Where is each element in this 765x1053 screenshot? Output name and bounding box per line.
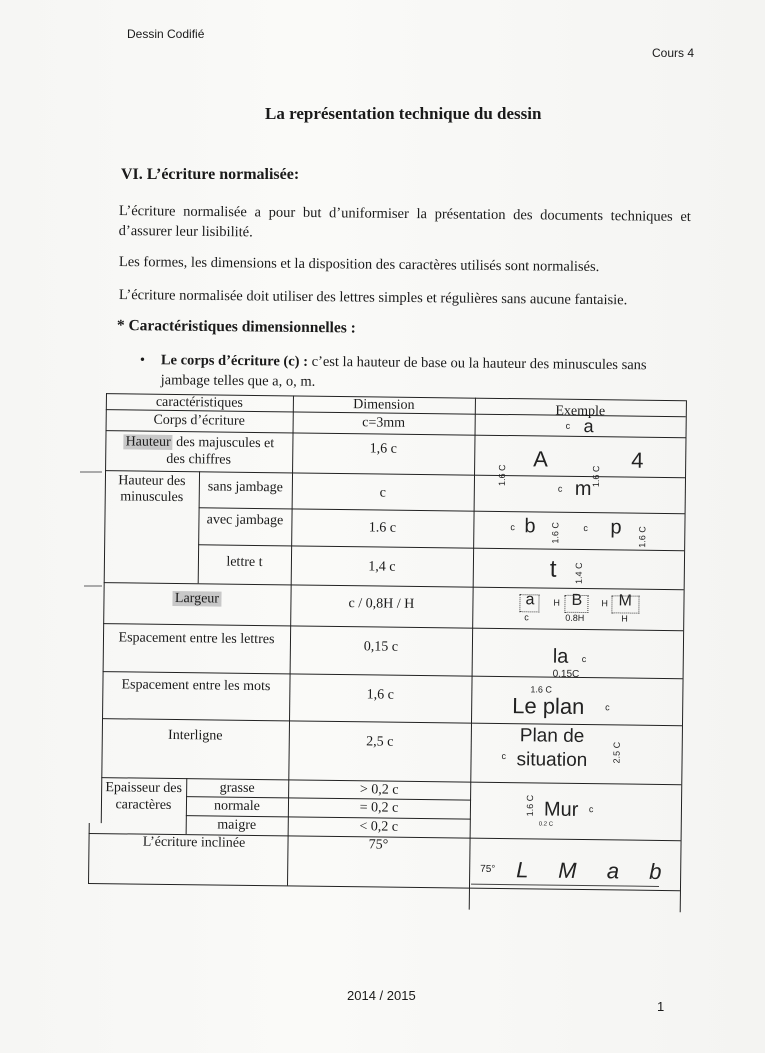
course-number: Cours 4 <box>652 46 695 60</box>
row-avec-jambage-label: avec jambage <box>206 512 284 529</box>
row-sans-jambage-value: c <box>379 485 387 501</box>
dim-1-6c: 1.6 C <box>496 464 508 487</box>
example-espacement-mots: Le plan <box>512 693 585 720</box>
example-t: t <box>549 555 557 583</box>
row-hauteur-min-label: Hauteur des minuscules <box>118 473 186 506</box>
example-b: b <box>524 515 536 538</box>
dim-0-15c: 0.15C <box>552 668 580 680</box>
page-title: La représentation technique du dessin <box>265 104 542 123</box>
example-epaisseur: Mur <box>543 798 579 821</box>
school-year: 2014 / 2015 <box>347 988 416 1003</box>
row-inclinee-value: 75° <box>368 837 389 853</box>
example-largeur-a: a <box>525 591 535 609</box>
dim-1-6c: 1.6 C <box>524 794 536 817</box>
row-largeur-value: c / 0,8H / H <box>348 596 415 612</box>
dim-c: c <box>524 612 529 623</box>
row-interligne-value: 2,5 c <box>366 734 394 750</box>
dim-c: c <box>605 702 610 713</box>
highlight: Hauteur <box>125 434 171 450</box>
row-line <box>102 718 682 726</box>
dim-c: c <box>565 420 571 431</box>
dim-c: c <box>510 522 515 533</box>
row-corps-label: Corps d’écriture <box>153 412 245 429</box>
dim-1-6c: 1.6 C <box>637 526 648 548</box>
row-epaisseur-label: Epaisseur des caractères <box>105 780 183 813</box>
header-example: Exemple <box>555 403 606 420</box>
dim-1-4c: 1.4 C <box>573 562 584 584</box>
row-avec-jambage-value: 1.6 c <box>368 520 397 536</box>
bullet-term: Le corps d’écriture (c) : <box>160 352 309 370</box>
row-lettre-t-label: lettre t <box>226 554 263 571</box>
dim-0-8h: 0.8H <box>565 612 585 624</box>
row-line <box>104 582 684 590</box>
dim-1-6c: 1.6 C <box>530 684 552 695</box>
row-esp-mots-value: 1,6 c <box>366 687 395 703</box>
dim-h: H <box>601 598 609 609</box>
example-sans-jambage: m <box>574 477 592 501</box>
header-characteristics: caractéristiques <box>155 394 244 411</box>
dim-h: H <box>621 613 628 624</box>
bullet-dot: • <box>139 351 146 369</box>
dimension-box <box>519 594 539 612</box>
paragraph-forms: Les formes, les dimensions et la disposition des caractères utilisés sont normalisés. <box>118 253 600 276</box>
bullet-item <box>140 350 690 396</box>
row-maigre-value: < 0,2 c <box>359 819 399 835</box>
dim-2-5c: 2.5 C <box>611 741 622 764</box>
row-line <box>198 544 684 551</box>
dim-c: c <box>581 653 587 665</box>
row-normale-value: = 0,2 c <box>359 800 399 816</box>
paragraph-purpose: L’écriture normalisée a pour but d’uniformiser la présentation des documents techniques et d’assurer leur lisibilité. <box>118 202 691 241</box>
row-grasse-label: grasse <box>219 780 255 796</box>
row-esp-lettres-label: Espacement entre les lettres <box>118 630 275 648</box>
row-normale-label: normale <box>213 798 260 815</box>
paragraph-letters: L’écriture normalisée doit utiliser des lettres simples et régulières sans aucune fantaisie. <box>118 286 628 309</box>
row-lettre-t-value: 1,4 c <box>368 559 396 575</box>
row-corps-value: c=3mm <box>362 415 406 431</box>
example-inclinee-angle: 75° <box>480 863 496 875</box>
row-inclinee-label: L’écriture inclinée <box>142 834 246 851</box>
row-sans-jambage-label: sans jambage <box>207 479 283 496</box>
header-dimension: Dimension <box>353 397 415 413</box>
example-largeur-b: B <box>571 591 583 609</box>
row-hauteur-maj-label2: des chiffres <box>166 451 232 468</box>
dimension-box <box>611 595 639 613</box>
dim-0-2c: 0.2 C <box>538 821 554 828</box>
dim-1-6c: 1.6 C <box>550 522 561 544</box>
row-hauteur-maj-value: 1,6 c <box>369 441 398 457</box>
example-inclinee-letters: L M a b <box>516 857 668 885</box>
characteristics-table <box>88 393 694 915</box>
page-number: 1 <box>657 999 665 1014</box>
example-espacement-lettres: la <box>552 645 569 668</box>
row-esp-lettres-value: 0,15 c <box>363 639 399 655</box>
row-largeur-label: Largeur <box>174 591 220 607</box>
course-name: Dessin Codifié <box>127 27 205 41</box>
dim-1-6c: 1.6 C <box>590 465 602 488</box>
dim-c: c <box>583 522 588 534</box>
example-largeur-m: M <box>618 592 632 610</box>
example-interligne-2: situation <box>516 749 588 772</box>
dim-h: H <box>553 597 561 608</box>
example-chiffre: 4 <box>631 447 644 473</box>
example-interligne-1: Plan de <box>519 725 585 748</box>
row-line <box>103 623 683 631</box>
subheading: * Caractéristiques dimensionnelles : <box>116 317 356 337</box>
section-heading: VI. L’écriture normalisée: <box>121 166 300 183</box>
bullet-text: c’est la hauteur de base ou la hauteur des minuscules sans jambage telles que a, o, m. <box>160 353 647 390</box>
dimension-box <box>564 595 588 613</box>
dim-c: c <box>588 804 594 815</box>
example-p: p <box>610 516 622 539</box>
dim-c: c <box>557 483 563 494</box>
row-grasse-value: > 0,2 c <box>359 782 399 798</box>
dim-c: c <box>501 751 507 762</box>
row-esp-mots-label: Espacement entre les mots <box>121 677 271 695</box>
row-interligne-label: Interligne <box>168 727 223 744</box>
example-corps: a <box>583 415 594 437</box>
row-hauteur-maj-label: Hauteur des majuscules et <box>125 434 275 452</box>
example-majuscule: A <box>533 446 549 472</box>
row-maigre-label: maigre <box>217 817 257 834</box>
